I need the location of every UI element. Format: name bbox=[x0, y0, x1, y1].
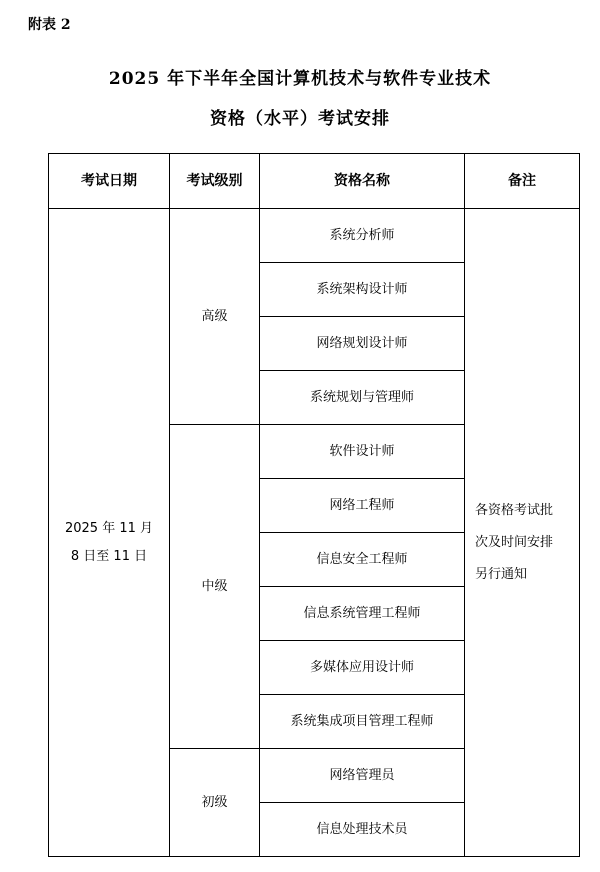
exam-date-cell bbox=[49, 209, 170, 857]
header-exam-date: 考试日期 bbox=[49, 154, 170, 209]
qualification-name: 软件设计师 bbox=[260, 425, 465, 479]
qualification-name: 网络管理员 bbox=[260, 749, 465, 803]
page-title-line2: 资格（水平）考试安排 bbox=[210, 109, 390, 129]
qualification-name: 系统分析师 bbox=[260, 209, 465, 263]
exam-date-line1: 2025 年 11 月 bbox=[64, 520, 154, 536]
qualification-name: 信息处理技术员 bbox=[260, 803, 465, 857]
level-junior: 初级 bbox=[170, 749, 260, 857]
qualification-name: 信息安全工程师 bbox=[260, 533, 465, 587]
remarks-line3: 另行通知 bbox=[475, 566, 528, 582]
remarks-line1: 各资格考试批 bbox=[475, 502, 554, 518]
qualification-name: 系统规划与管理师 bbox=[260, 371, 465, 425]
qualification-name: 系统架构设计师 bbox=[260, 263, 465, 317]
page-title-line1: 2025 年下半年全国计算机技术与软件专业技术 bbox=[108, 69, 492, 89]
qualification-name: 信息系统管理工程师 bbox=[260, 587, 465, 641]
header-qualification-name: 资格名称 bbox=[260, 154, 465, 209]
header-remarks: 备注 bbox=[465, 154, 580, 209]
remarks-cell bbox=[465, 209, 580, 857]
header-exam-level: 考试级别 bbox=[170, 154, 260, 209]
level-intermediate: 中级 bbox=[170, 425, 260, 749]
exam-schedule-table bbox=[48, 153, 580, 857]
level-senior: 高级 bbox=[170, 209, 260, 425]
qualification-name: 网络工程师 bbox=[260, 479, 465, 533]
remarks-line2: 次及时间安排 bbox=[475, 534, 554, 550]
table-header-row bbox=[49, 154, 580, 209]
qualification-name: 多媒体应用设计师 bbox=[260, 641, 465, 695]
attachment-label: 附表 2 bbox=[28, 17, 71, 33]
table-row bbox=[49, 209, 580, 263]
qualification-name: 网络规划设计师 bbox=[260, 317, 465, 371]
exam-date-line2: 8 日至 11 日 bbox=[70, 548, 148, 564]
qualification-name: 系统集成项目管理工程师 bbox=[260, 695, 465, 749]
